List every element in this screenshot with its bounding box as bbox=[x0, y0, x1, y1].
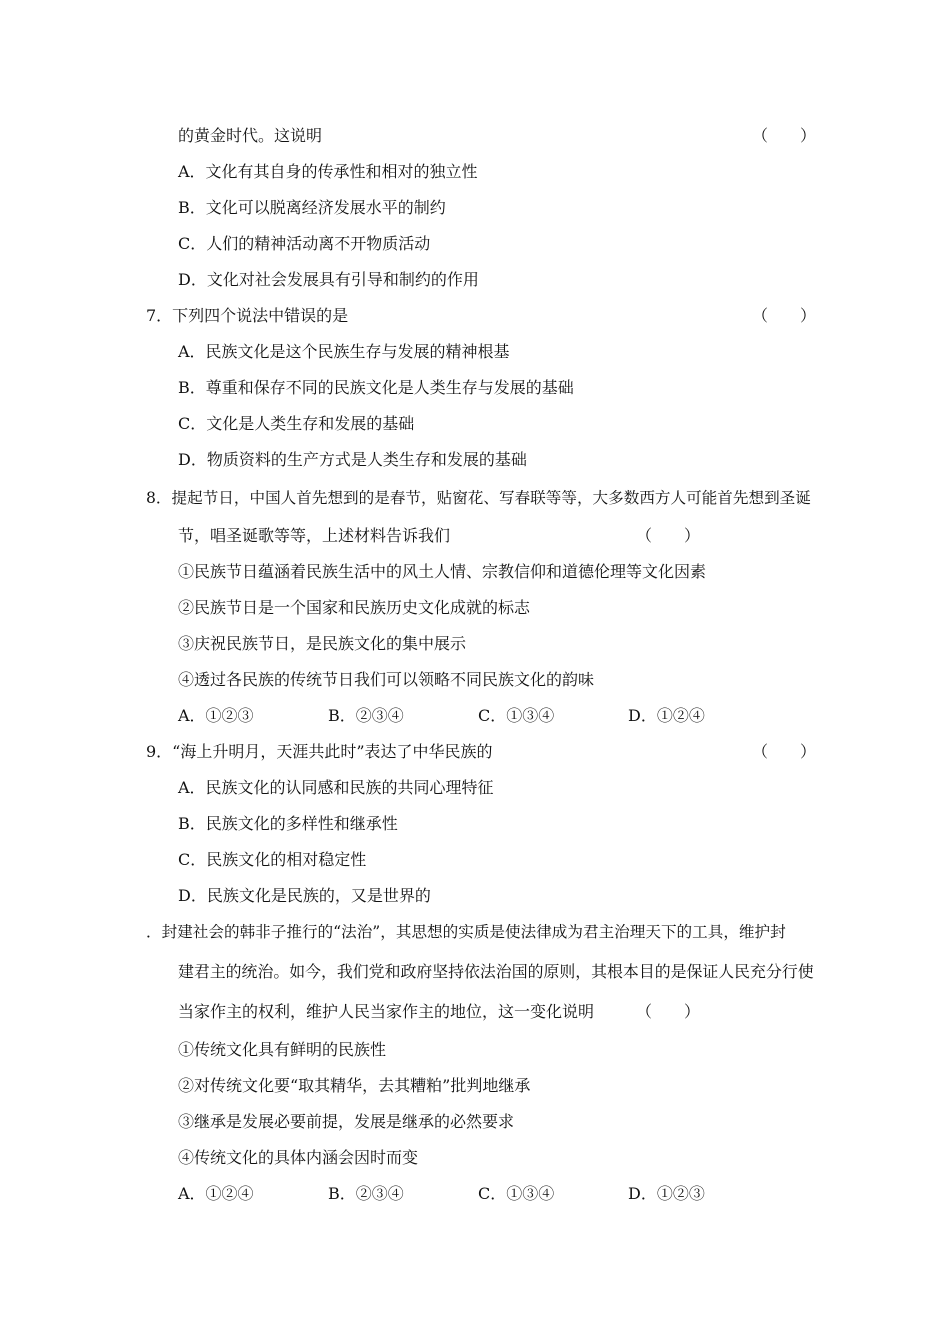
q8-stem-line2: 节，唱圣诞歌等等，上述材料告诉我们 bbox=[178, 526, 451, 545]
q8-stem-line1: 8．提起节日，中国人首先想到的是春节，贴窗花、写春联等等，大多数西方人可能首先想到圣诞 bbox=[146, 489, 811, 507]
q9-option-c: C．民族文化的相对稳定性 bbox=[178, 850, 367, 869]
q10-choice-d: D．①②③ bbox=[628, 1184, 705, 1203]
q8-item-4: ④透过各民族的传统节日我们可以领略不同民族文化的韵味 bbox=[178, 670, 595, 689]
q8-choice-b: B．②③④ bbox=[328, 706, 404, 725]
q10-stem-line2: 建君主的统治。如今，我们党和政府坚持依法治国的原则，其根本目的是保证人民充分行使 bbox=[178, 962, 814, 981]
q8-item-3: ③庆祝民族节日，是民族文化的集中展示 bbox=[178, 634, 467, 653]
q6-option-c: C．人们的精神活动离不开物质活动 bbox=[178, 234, 431, 253]
q7-option-d: D．物质资料的生产方式是人类生存和发展的基础 bbox=[178, 450, 527, 469]
q8-choice-a: A．①②③ bbox=[178, 706, 254, 725]
q10-stem-line1: ．封建社会的韩非子推行的“法治”，其思想的实质是使法律成为君主治理天下的工具，维护封 bbox=[146, 923, 786, 941]
q7-stem: 7．下列四个说法中错误的是 bbox=[146, 306, 349, 325]
q10-item-2: ②对传统文化要“取其精华，去其糟粕”批判地继承 bbox=[178, 1076, 531, 1095]
q7-answer-paren: （ ） bbox=[752, 306, 817, 325]
q6-option-b: B．文化可以脱离经济发展水平的制约 bbox=[178, 198, 446, 217]
q9-answer-paren: （ ） bbox=[752, 742, 817, 761]
q10-item-3: ③继承是发展必要前提，发展是继承的必然要求 bbox=[178, 1112, 515, 1131]
q7-option-a: A．民族文化是这个民族生存与发展的精神根基 bbox=[178, 342, 510, 361]
q10-item-4: ④传统文化的具体内涵会因时而变 bbox=[178, 1148, 419, 1167]
q10-item-1: ①传统文化具有鲜明的民族性 bbox=[178, 1040, 387, 1059]
q8-item-2: ②民族节日是一个国家和民族历史文化成就的标志 bbox=[178, 598, 531, 617]
q10-stem-line3: 当家作主的权利，维护人民当家作主的地位，这一变化说明 bbox=[178, 1002, 595, 1021]
q9-option-a: A．民族文化的认同感和民族的共同心理特征 bbox=[178, 778, 494, 797]
q10-choice-a: A．①②④ bbox=[178, 1184, 254, 1203]
q10-choice-c: C．①③④ bbox=[478, 1184, 555, 1203]
q8-answer-paren: （ ） bbox=[636, 526, 701, 545]
q8-choice-c: C．①③④ bbox=[478, 706, 555, 725]
q9-option-b: B．民族文化的多样性和继承性 bbox=[178, 814, 398, 833]
q6-option-d: D．文化对社会发展具有引导和制约的作用 bbox=[178, 270, 479, 289]
q10-choice-b: B．②③④ bbox=[328, 1184, 404, 1203]
q10-answer-paren: （ ） bbox=[636, 1002, 701, 1021]
q7-option-c: C．文化是人类生存和发展的基础 bbox=[178, 414, 415, 433]
q7-option-b: B．尊重和保存不同的民族文化是人类生存与发展的基础 bbox=[178, 378, 574, 397]
q6-stem-continuation: 的黄金时代。这说明 bbox=[178, 126, 323, 145]
q8-choice-d: D．①②④ bbox=[628, 706, 705, 725]
q8-item-1: ①民族节日蕴涵着民族生活中的风土人情、宗教信仰和道德伦理等文化因素 bbox=[178, 562, 707, 581]
q9-stem: 9．“海上升明月，天涯共此时”表达了中华民族的 bbox=[146, 742, 493, 761]
q6-option-a: A．文化有其自身的传承性和相对的独立性 bbox=[178, 162, 478, 181]
q9-option-d: D．民族文化是民族的，又是世界的 bbox=[178, 886, 431, 905]
q6-answer-paren: （ ） bbox=[752, 126, 817, 145]
